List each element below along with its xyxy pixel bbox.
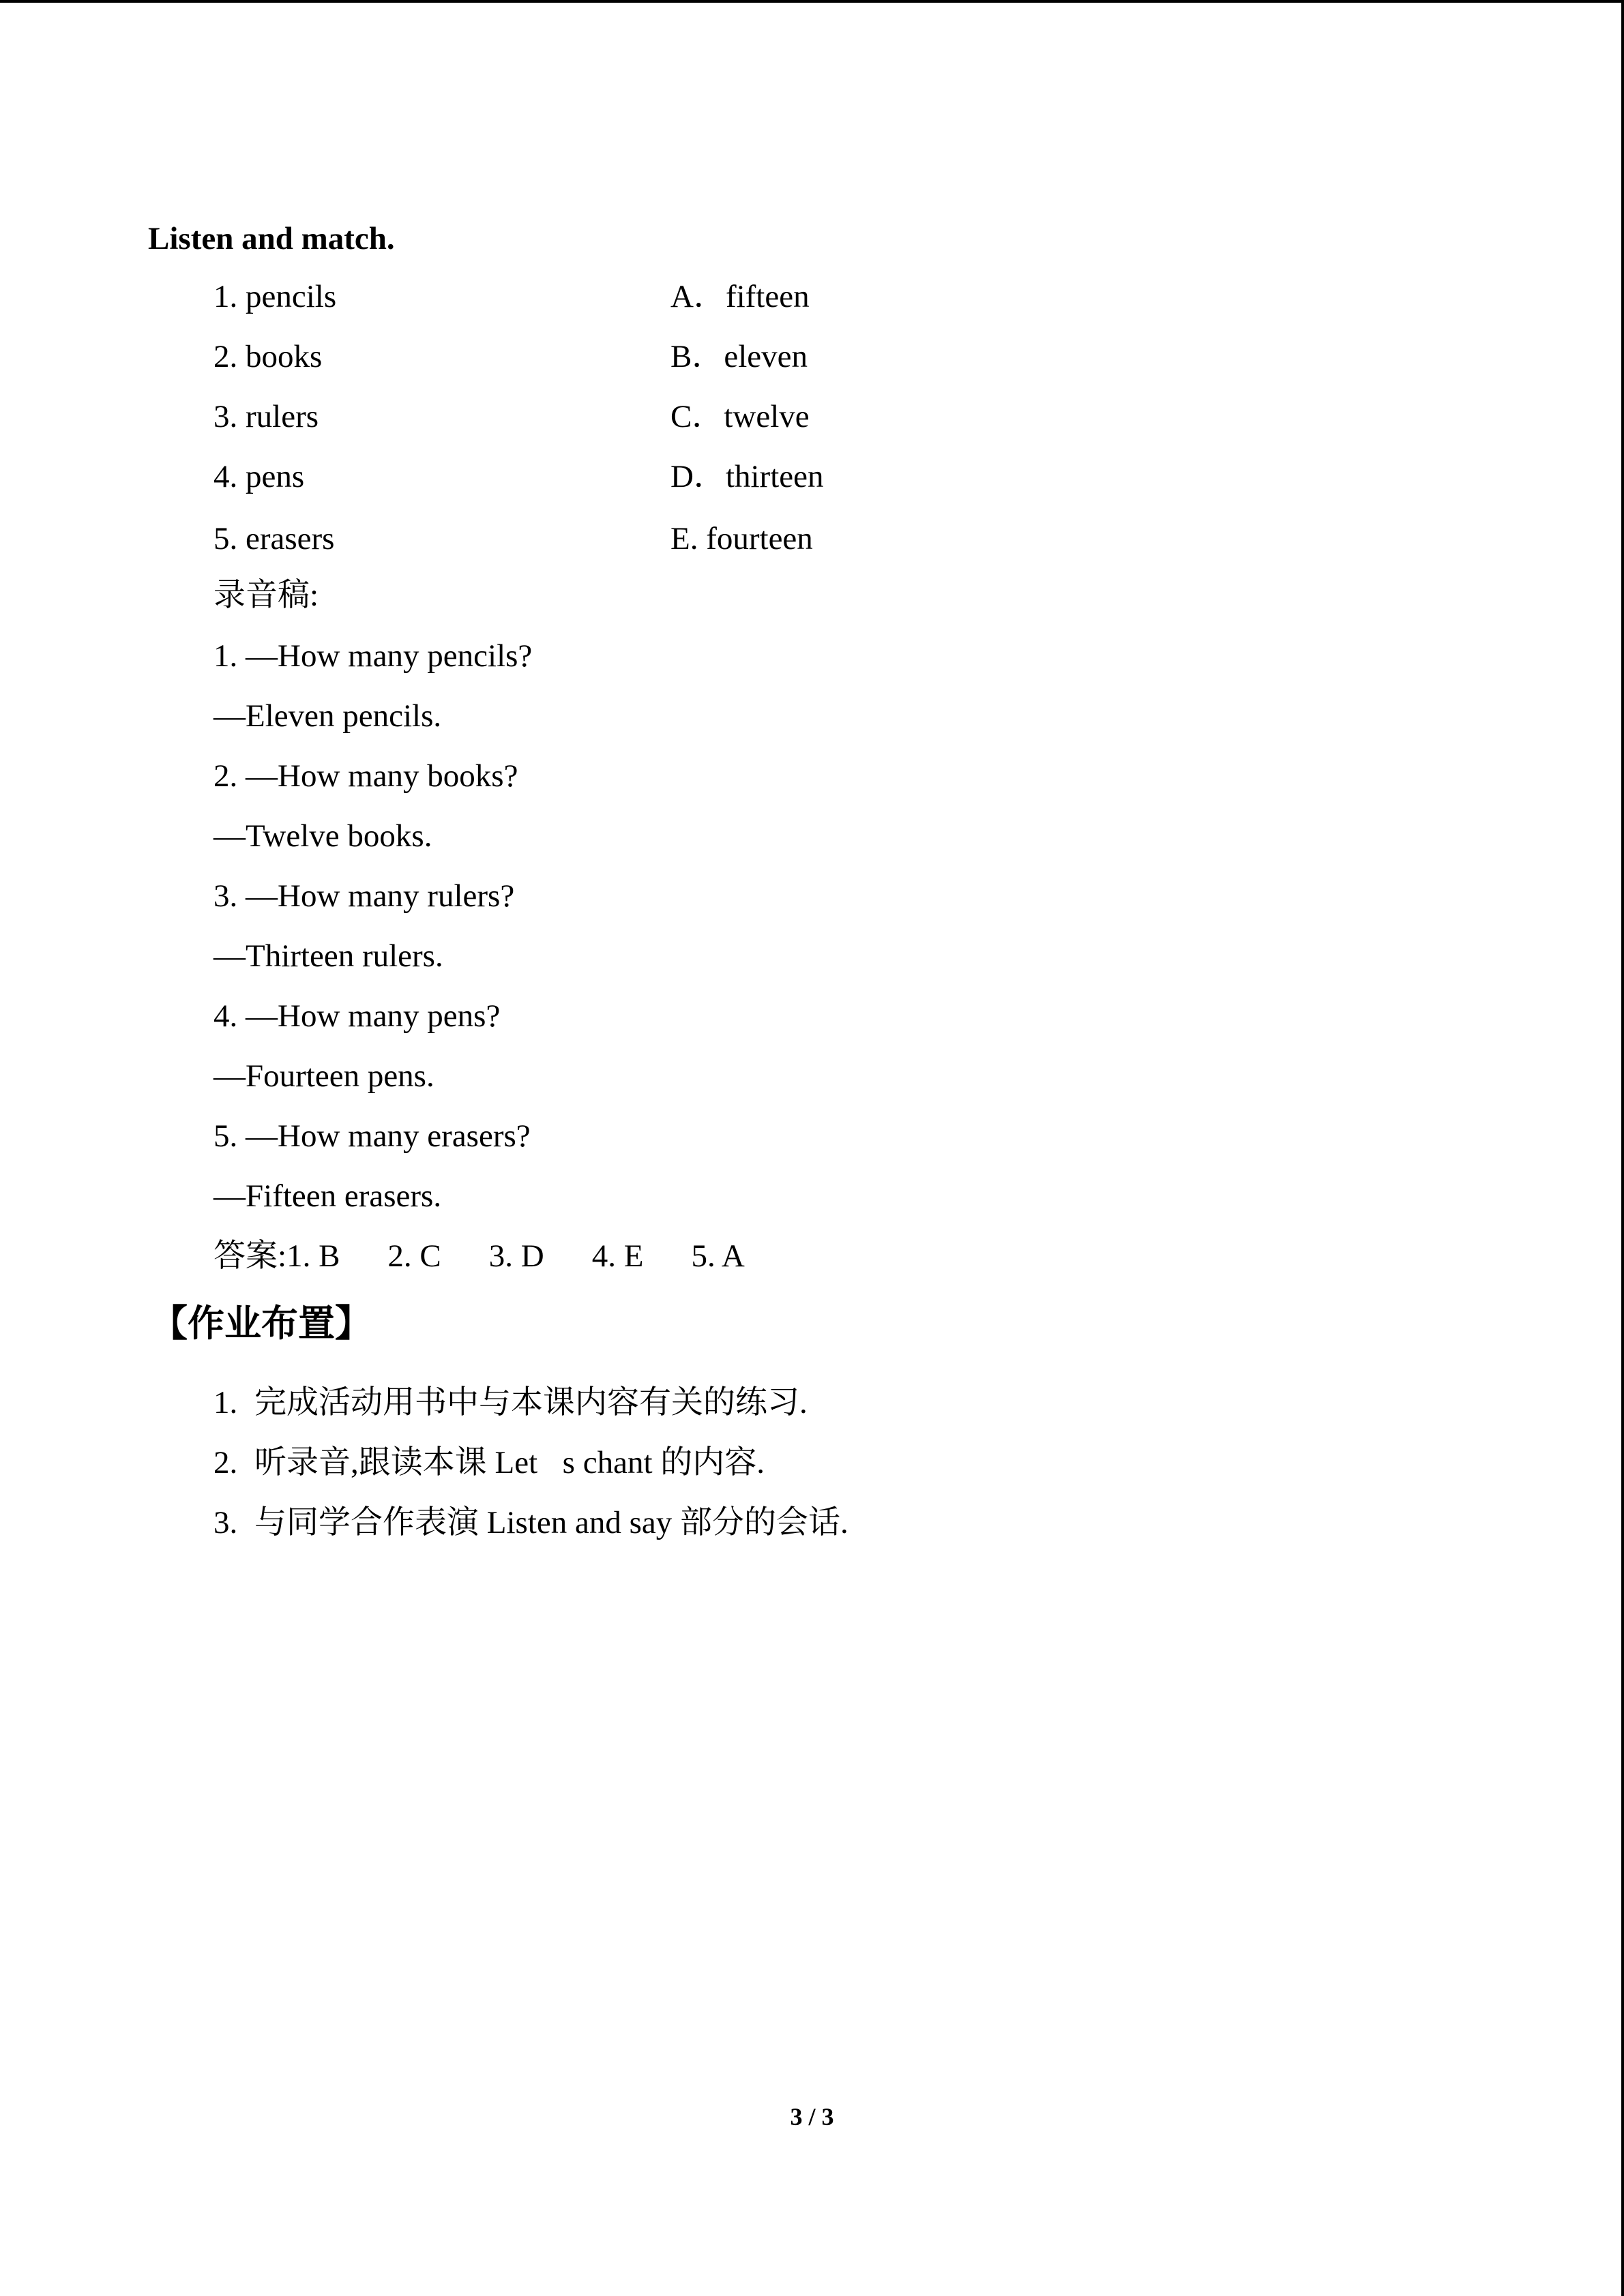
page-number: 3 / 3 bbox=[790, 2103, 834, 2130]
transcript-line: —Eleven pencils. bbox=[213, 698, 442, 734]
answer-key bbox=[213, 1236, 793, 1277]
homework-text: 与同学合作表演 Listen and say 部分的会话. bbox=[254, 1505, 848, 1540]
answer-item: 5. A bbox=[691, 1238, 745, 1274]
answer-item: 3. D bbox=[488, 1238, 544, 1274]
section-title: Listen and match. bbox=[148, 221, 395, 256]
match-word: 5. erasers bbox=[213, 521, 335, 556]
match-number: E. fourteen bbox=[670, 521, 813, 556]
match-word: 2. books bbox=[213, 339, 323, 374]
match-row bbox=[0, 396, 1624, 437]
match-number: A．fifteen bbox=[670, 279, 810, 314]
match-word: 4. pens bbox=[213, 459, 305, 494]
transcript-line: —Thirteen rulers. bbox=[213, 938, 443, 974]
transcript-line: —Fifteen erasers. bbox=[213, 1178, 442, 1214]
homework-text: 完成活动用书中与本课内容有关的练习. bbox=[254, 1385, 808, 1420]
answer-item: 4. E bbox=[591, 1238, 644, 1274]
match-word: 1. pencils bbox=[213, 279, 337, 314]
match-row bbox=[0, 456, 1624, 497]
answer-item: 2. C bbox=[387, 1238, 441, 1274]
match-number: B．eleven bbox=[670, 339, 808, 374]
homework-number: 2. bbox=[213, 1445, 238, 1480]
homework-item bbox=[213, 1442, 765, 1483]
homework-number: 3. bbox=[213, 1505, 238, 1540]
homework-item bbox=[213, 1382, 808, 1423]
transcript-line: 3. —How many rulers? bbox=[213, 878, 515, 914]
transcript-label: 录音稿: bbox=[213, 578, 319, 613]
answer-item: 1. B bbox=[286, 1238, 340, 1274]
transcript-line: 1. —How many pencils? bbox=[213, 638, 533, 674]
answers-label: 答案: bbox=[213, 1238, 287, 1274]
transcript-line: —Fourteen pens. bbox=[213, 1058, 434, 1094]
homework-text: 听录音,跟读本课 Let s chant 的内容. bbox=[254, 1445, 765, 1480]
homework-title: 【作业布置】 bbox=[151, 1302, 372, 1345]
match-number: D．thirteen bbox=[670, 459, 824, 494]
transcript-line: 4. —How many pens? bbox=[213, 998, 501, 1034]
match-row bbox=[0, 518, 1624, 559]
transcript-line: —Twelve books. bbox=[213, 818, 432, 854]
homework-number: 1. bbox=[213, 1385, 238, 1420]
match-word: 3. rulers bbox=[213, 399, 319, 434]
match-number: C．twelve bbox=[670, 399, 810, 434]
homework-item bbox=[213, 1502, 848, 1543]
transcript-line: 5. —How many erasers? bbox=[213, 1118, 531, 1154]
match-row bbox=[0, 276, 1624, 317]
transcript-line: 2. —How many books? bbox=[213, 758, 518, 794]
match-row bbox=[0, 336, 1624, 377]
